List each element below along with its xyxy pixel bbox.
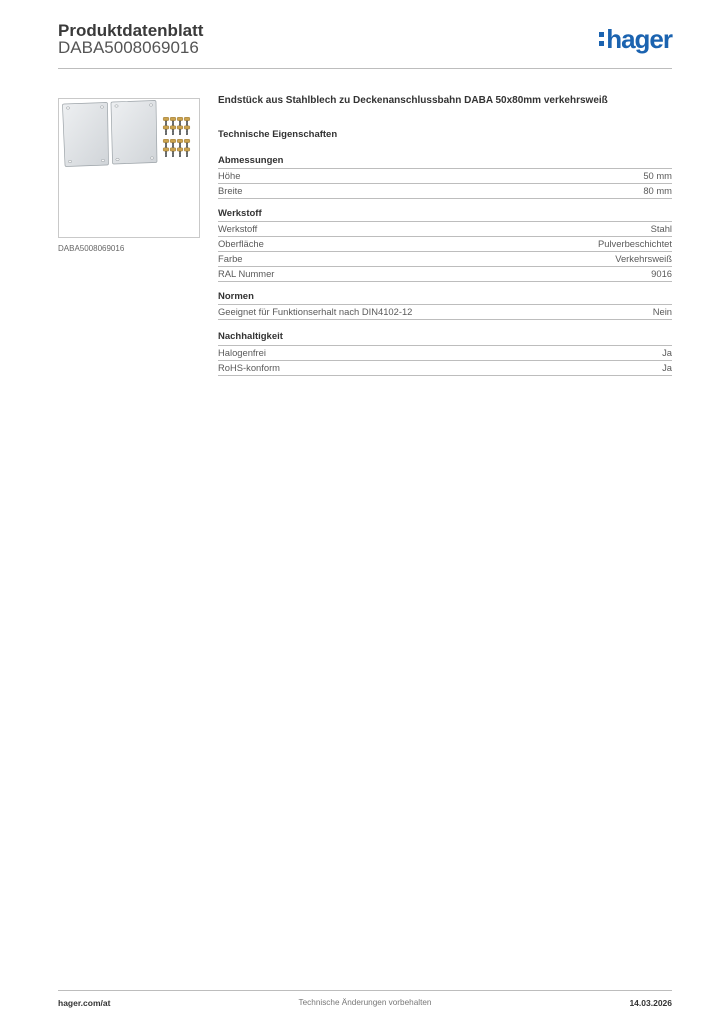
property-row [218, 237, 672, 252]
property-value: 50 mm [643, 170, 672, 181]
property-value: Nein [652, 306, 672, 317]
logo-wordmark: hager [606, 24, 672, 54]
screw [163, 139, 169, 148]
cover-plate-right [111, 101, 157, 165]
header-divider [58, 68, 672, 69]
property-value: Stahl [650, 223, 672, 234]
footer-date: 14.03.2026 [629, 998, 672, 1008]
property-row [218, 361, 672, 376]
screw [184, 139, 190, 148]
property-label: Breite [218, 185, 243, 196]
screw [177, 117, 183, 126]
cover-plate-left [63, 103, 109, 167]
screw [163, 117, 169, 126]
product-details [218, 94, 672, 376]
property-row [218, 222, 672, 237]
property-label: Farbe [218, 253, 243, 264]
property-value: Ja [662, 347, 672, 358]
logo-square-top [599, 32, 604, 37]
property-label: Geeignet für Funktionserhalt nach DIN4102-12 [218, 306, 413, 317]
hager-logo [599, 26, 672, 52]
property-label: RoHS-konform [218, 362, 280, 373]
article-number: DABA5008069016 [58, 38, 199, 57]
group-title: Werkstoff [218, 207, 672, 222]
group-title: Abmessungen [218, 154, 672, 169]
logo-colon-mark [599, 32, 604, 46]
footer-disclaimer: Technische Änderungen vorbehalten [298, 998, 432, 1007]
property-value: 80 mm [643, 185, 672, 196]
screw [163, 126, 169, 135]
product-description: Endstück aus Stahlblech zu Deckenanschlussbahn DABA 50x80mm verkehrsweiß [218, 95, 608, 106]
screw [170, 139, 176, 148]
property-label: Werkstoff [218, 223, 258, 234]
group-title: Nachhaltigkeit [218, 328, 672, 346]
property-row [218, 267, 672, 282]
footer [58, 997, 672, 1009]
property-group-material [218, 207, 672, 282]
screw [184, 117, 190, 126]
property-value: Pulverbeschichtet [598, 238, 672, 249]
footer-website: hager.com/at [58, 998, 111, 1008]
screw [163, 148, 169, 157]
screw [177, 148, 183, 157]
screw [184, 148, 190, 157]
screw [170, 126, 176, 135]
group-title: Normen [218, 290, 672, 305]
property-row [218, 184, 672, 199]
screw [170, 117, 176, 126]
product-photo [59, 99, 199, 237]
property-row [218, 305, 672, 320]
screw [177, 126, 183, 135]
screw [170, 148, 176, 157]
property-label: RAL Nummer [218, 268, 275, 279]
property-group-standards [218, 290, 672, 320]
property-row [218, 346, 672, 361]
property-value: Ja [662, 362, 672, 373]
screw [184, 126, 190, 135]
property-row [218, 169, 672, 184]
image-caption: DABA5008069016 [58, 244, 125, 253]
properties-heading: Technische Eigenschaften [218, 129, 338, 140]
footer-divider [58, 990, 672, 991]
product-image-frame [58, 98, 200, 238]
property-row [218, 252, 672, 267]
screw-set [163, 117, 190, 157]
property-label: Oberfläche [218, 238, 264, 249]
document-title: Produktdatenblatt [58, 21, 204, 40]
property-value: 9016 [651, 268, 672, 279]
property-label: Halogenfrei [218, 347, 266, 358]
property-label: Höhe [218, 170, 241, 181]
property-group-dimensions [218, 154, 672, 199]
logo-square-bottom [599, 41, 604, 46]
screw [177, 139, 183, 148]
property-value: Verkehrsweiß [615, 253, 672, 264]
property-group-sustainability [218, 328, 672, 376]
